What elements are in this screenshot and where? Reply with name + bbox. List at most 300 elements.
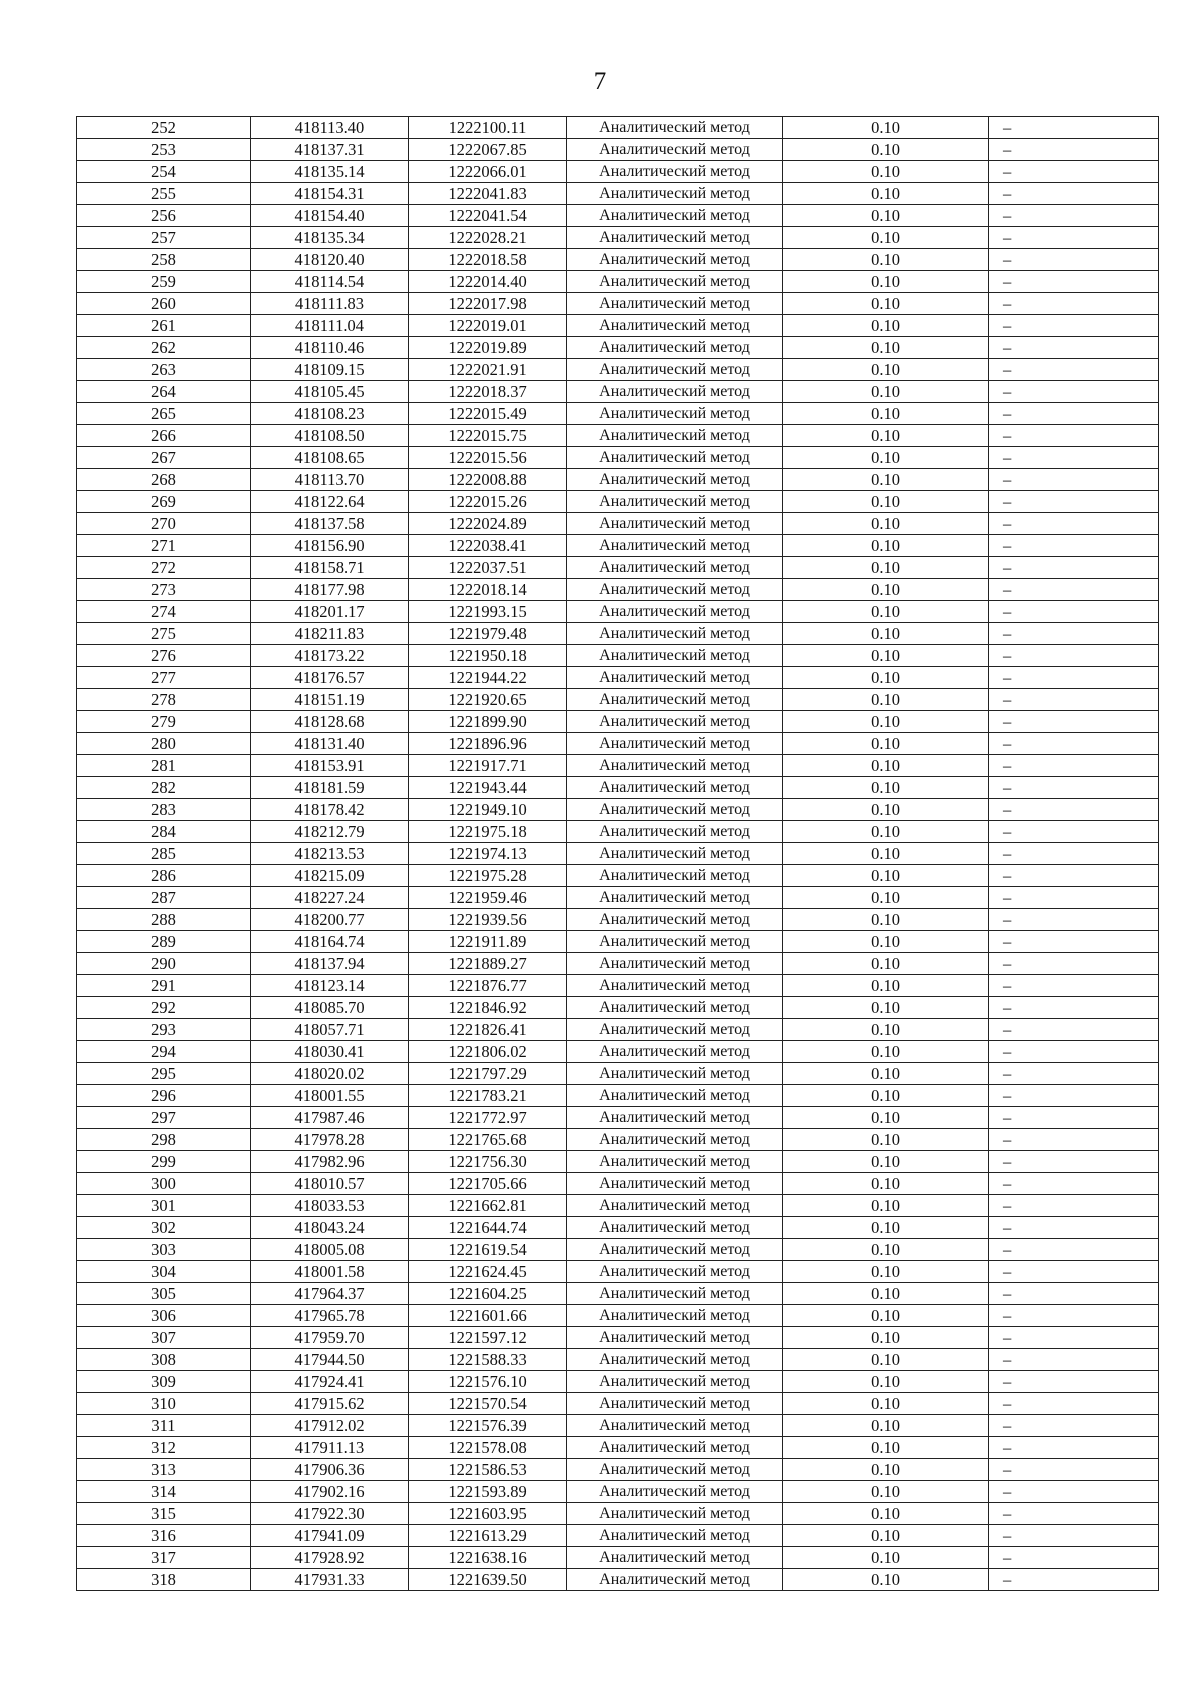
point-number-cell: 258	[77, 249, 251, 271]
x-coordinate-cell: 418113.70	[251, 469, 409, 491]
note-cell: –	[989, 183, 1159, 205]
point-number-cell: 274	[77, 601, 251, 623]
table-row	[77, 403, 1159, 425]
method-cell: Аналитический метод	[567, 601, 783, 623]
accuracy-cell: 0.10	[783, 997, 989, 1019]
method-cell: Аналитический метод	[567, 469, 783, 491]
accuracy-cell: 0.10	[783, 447, 989, 469]
accuracy-cell: 0.10	[783, 535, 989, 557]
method-cell: Аналитический метод	[567, 403, 783, 425]
y-coordinate-cell: 1221772.97	[409, 1107, 567, 1129]
accuracy-cell: 0.10	[783, 1129, 989, 1151]
y-coordinate-cell: 1222024.89	[409, 513, 567, 535]
method-cell: Аналитический метод	[567, 1327, 783, 1349]
table-row	[77, 469, 1159, 491]
y-coordinate-cell: 1222017.98	[409, 293, 567, 315]
x-coordinate-cell: 418200.77	[251, 909, 409, 931]
method-cell: Аналитический метод	[567, 1415, 783, 1437]
note-cell: –	[989, 843, 1159, 865]
point-number-cell: 297	[77, 1107, 251, 1129]
y-coordinate-cell: 1222015.49	[409, 403, 567, 425]
method-cell: Аналитический метод	[567, 909, 783, 931]
note-cell: –	[989, 161, 1159, 183]
note-cell: –	[989, 1173, 1159, 1195]
note-cell: –	[989, 579, 1159, 601]
table-row	[77, 381, 1159, 403]
y-coordinate-cell: 1221593.89	[409, 1481, 567, 1503]
table-row	[77, 1085, 1159, 1107]
point-number-cell: 318	[77, 1569, 251, 1591]
note-cell: –	[989, 887, 1159, 909]
y-coordinate-cell: 1221619.54	[409, 1239, 567, 1261]
note-cell: –	[989, 1393, 1159, 1415]
accuracy-cell: 0.10	[783, 425, 989, 447]
x-coordinate-cell: 418033.53	[251, 1195, 409, 1217]
table-row	[77, 315, 1159, 337]
table-row	[77, 1415, 1159, 1437]
point-number-cell: 300	[77, 1173, 251, 1195]
y-coordinate-cell: 1221578.08	[409, 1437, 567, 1459]
note-cell: –	[989, 1569, 1159, 1591]
x-coordinate-cell: 418156.90	[251, 535, 409, 557]
table-row	[77, 1129, 1159, 1151]
accuracy-cell: 0.10	[783, 1371, 989, 1393]
x-coordinate-cell: 418135.34	[251, 227, 409, 249]
x-coordinate-cell: 418114.54	[251, 271, 409, 293]
point-number-cell: 256	[77, 205, 251, 227]
note-cell: –	[989, 1129, 1159, 1151]
table-row	[77, 271, 1159, 293]
accuracy-cell: 0.10	[783, 777, 989, 799]
y-coordinate-cell: 1221644.74	[409, 1217, 567, 1239]
method-cell: Аналитический метод	[567, 579, 783, 601]
accuracy-cell: 0.10	[783, 623, 989, 645]
note-cell: –	[989, 645, 1159, 667]
point-number-cell: 268	[77, 469, 251, 491]
table-row	[77, 1327, 1159, 1349]
y-coordinate-cell: 1221993.15	[409, 601, 567, 623]
accuracy-cell: 0.10	[783, 557, 989, 579]
table-row	[77, 1503, 1159, 1525]
method-cell: Аналитический метод	[567, 997, 783, 1019]
note-cell: –	[989, 1261, 1159, 1283]
method-cell: Аналитический метод	[567, 1107, 783, 1129]
method-cell: Аналитический метод	[567, 1019, 783, 1041]
point-number-cell: 287	[77, 887, 251, 909]
method-cell: Аналитический метод	[567, 711, 783, 733]
y-coordinate-cell: 1221705.66	[409, 1173, 567, 1195]
method-cell: Аналитический метод	[567, 183, 783, 205]
table-row	[77, 557, 1159, 579]
x-coordinate-cell: 417941.09	[251, 1525, 409, 1547]
method-cell: Аналитический метод	[567, 777, 783, 799]
table-row	[77, 623, 1159, 645]
x-coordinate-cell: 417959.70	[251, 1327, 409, 1349]
y-coordinate-cell: 1222021.91	[409, 359, 567, 381]
table-row	[77, 1261, 1159, 1283]
table-row	[77, 821, 1159, 843]
accuracy-cell: 0.10	[783, 1041, 989, 1063]
note-cell: –	[989, 733, 1159, 755]
method-cell: Аналитический метод	[567, 1503, 783, 1525]
x-coordinate-cell: 417906.36	[251, 1459, 409, 1481]
method-cell: Аналитический метод	[567, 1525, 783, 1547]
table-row	[77, 1019, 1159, 1041]
point-number-cell: 295	[77, 1063, 251, 1085]
y-coordinate-cell: 1222015.26	[409, 491, 567, 513]
y-coordinate-cell: 1221899.90	[409, 711, 567, 733]
accuracy-cell: 0.10	[783, 381, 989, 403]
note-cell: –	[989, 513, 1159, 535]
accuracy-cell: 0.10	[783, 733, 989, 755]
note-cell: –	[989, 1217, 1159, 1239]
point-number-cell: 301	[77, 1195, 251, 1217]
accuracy-cell: 0.10	[783, 579, 989, 601]
note-cell: –	[989, 711, 1159, 733]
accuracy-cell: 0.10	[783, 469, 989, 491]
point-number-cell: 262	[77, 337, 251, 359]
table-row	[77, 909, 1159, 931]
note-cell: –	[989, 381, 1159, 403]
note-cell: –	[989, 953, 1159, 975]
x-coordinate-cell: 418108.23	[251, 403, 409, 425]
table-row	[77, 1195, 1159, 1217]
note-cell: –	[989, 447, 1159, 469]
accuracy-cell: 0.10	[783, 249, 989, 271]
point-number-cell: 280	[77, 733, 251, 755]
y-coordinate-cell: 1221624.45	[409, 1261, 567, 1283]
note-cell: –	[989, 249, 1159, 271]
point-number-cell: 308	[77, 1349, 251, 1371]
accuracy-cell: 0.10	[783, 1437, 989, 1459]
y-coordinate-cell: 1221979.48	[409, 623, 567, 645]
table-row	[77, 953, 1159, 975]
y-coordinate-cell: 1221570.54	[409, 1393, 567, 1415]
table-row	[77, 1371, 1159, 1393]
table-row	[77, 1569, 1159, 1591]
y-coordinate-cell: 1222100.11	[409, 117, 567, 139]
x-coordinate-cell: 418176.57	[251, 667, 409, 689]
note-cell: –	[989, 1063, 1159, 1085]
table-row	[77, 1173, 1159, 1195]
method-cell: Аналитический метод	[567, 843, 783, 865]
method-cell: Аналитический метод	[567, 161, 783, 183]
point-number-cell: 298	[77, 1129, 251, 1151]
table-row	[77, 1217, 1159, 1239]
accuracy-cell: 0.10	[783, 491, 989, 513]
point-number-cell: 315	[77, 1503, 251, 1525]
note-cell: –	[989, 931, 1159, 953]
table-row	[77, 1151, 1159, 1173]
method-cell: Аналитический метод	[567, 1239, 783, 1261]
method-cell: Аналитический метод	[567, 1195, 783, 1217]
table-row	[77, 887, 1159, 909]
table-row	[77, 975, 1159, 997]
y-coordinate-cell: 1222066.01	[409, 161, 567, 183]
y-coordinate-cell: 1221797.29	[409, 1063, 567, 1085]
table-row	[77, 1305, 1159, 1327]
note-cell: –	[989, 425, 1159, 447]
y-coordinate-cell: 1221588.33	[409, 1349, 567, 1371]
point-number-cell: 255	[77, 183, 251, 205]
table-row	[77, 667, 1159, 689]
point-number-cell: 311	[77, 1415, 251, 1437]
y-coordinate-cell: 1221920.65	[409, 689, 567, 711]
note-cell: –	[989, 1481, 1159, 1503]
x-coordinate-cell: 418043.24	[251, 1217, 409, 1239]
x-coordinate-cell: 418111.04	[251, 315, 409, 337]
x-coordinate-cell: 418131.40	[251, 733, 409, 755]
accuracy-cell: 0.10	[783, 183, 989, 205]
method-cell: Аналитический метод	[567, 491, 783, 513]
y-coordinate-cell: 1221896.96	[409, 733, 567, 755]
method-cell: Аналитический метод	[567, 249, 783, 271]
table-row	[77, 755, 1159, 777]
accuracy-cell: 0.10	[783, 1239, 989, 1261]
point-number-cell: 277	[77, 667, 251, 689]
accuracy-cell: 0.10	[783, 1459, 989, 1481]
x-coordinate-cell: 418151.19	[251, 689, 409, 711]
x-coordinate-cell: 418227.24	[251, 887, 409, 909]
table-row	[77, 1437, 1159, 1459]
method-cell: Аналитический метод	[567, 931, 783, 953]
accuracy-cell: 0.10	[783, 843, 989, 865]
x-coordinate-cell: 418108.50	[251, 425, 409, 447]
accuracy-cell: 0.10	[783, 953, 989, 975]
y-coordinate-cell: 1221943.44	[409, 777, 567, 799]
y-coordinate-cell: 1222028.21	[409, 227, 567, 249]
note-cell: –	[989, 755, 1159, 777]
table-row	[77, 161, 1159, 183]
note-cell: –	[989, 557, 1159, 579]
method-cell: Аналитический метод	[567, 271, 783, 293]
table-row	[77, 359, 1159, 381]
x-coordinate-cell: 417978.28	[251, 1129, 409, 1151]
accuracy-cell: 0.10	[783, 271, 989, 293]
method-cell: Аналитический метод	[567, 667, 783, 689]
y-coordinate-cell: 1222019.89	[409, 337, 567, 359]
table-row	[77, 1393, 1159, 1415]
method-cell: Аналитический метод	[567, 1261, 783, 1283]
note-cell: –	[989, 865, 1159, 887]
x-coordinate-cell: 417928.92	[251, 1547, 409, 1569]
y-coordinate-cell: 1222008.88	[409, 469, 567, 491]
y-coordinate-cell: 1221783.21	[409, 1085, 567, 1107]
point-number-cell: 283	[77, 799, 251, 821]
point-number-cell: 265	[77, 403, 251, 425]
y-coordinate-cell: 1221765.68	[409, 1129, 567, 1151]
y-coordinate-cell: 1221806.02	[409, 1041, 567, 1063]
note-cell: –	[989, 997, 1159, 1019]
table-row	[77, 777, 1159, 799]
y-coordinate-cell: 1221603.95	[409, 1503, 567, 1525]
method-cell: Аналитический метод	[567, 821, 783, 843]
method-cell: Аналитический метод	[567, 953, 783, 975]
y-coordinate-cell: 1222041.54	[409, 205, 567, 227]
accuracy-cell: 0.10	[783, 1151, 989, 1173]
note-cell: –	[989, 623, 1159, 645]
x-coordinate-cell: 418212.79	[251, 821, 409, 843]
note-cell: –	[989, 337, 1159, 359]
method-cell: Аналитический метод	[567, 1129, 783, 1151]
point-number-cell: 275	[77, 623, 251, 645]
table-row	[77, 1481, 1159, 1503]
point-number-cell: 294	[77, 1041, 251, 1063]
method-cell: Аналитический метод	[567, 205, 783, 227]
note-cell: –	[989, 821, 1159, 843]
accuracy-cell: 0.10	[783, 1393, 989, 1415]
accuracy-cell: 0.10	[783, 645, 989, 667]
table-row	[77, 1239, 1159, 1261]
point-number-cell: 307	[77, 1327, 251, 1349]
x-coordinate-cell: 417982.96	[251, 1151, 409, 1173]
x-coordinate-cell: 418111.83	[251, 293, 409, 315]
y-coordinate-cell: 1221944.22	[409, 667, 567, 689]
point-number-cell: 267	[77, 447, 251, 469]
method-cell: Аналитический метод	[567, 1547, 783, 1569]
note-cell: –	[989, 1305, 1159, 1327]
method-cell: Аналитический метод	[567, 1437, 783, 1459]
x-coordinate-cell: 418137.94	[251, 953, 409, 975]
method-cell: Аналитический метод	[567, 1085, 783, 1107]
point-number-cell: 296	[77, 1085, 251, 1107]
y-coordinate-cell: 1222041.83	[409, 183, 567, 205]
note-cell: –	[989, 667, 1159, 689]
x-coordinate-cell: 417965.78	[251, 1305, 409, 1327]
method-cell: Аналитический метод	[567, 1041, 783, 1063]
method-cell: Аналитический метод	[567, 1569, 783, 1591]
note-cell: –	[989, 271, 1159, 293]
y-coordinate-cell: 1221949.10	[409, 799, 567, 821]
point-number-cell: 290	[77, 953, 251, 975]
point-number-cell: 273	[77, 579, 251, 601]
note-cell: –	[989, 1107, 1159, 1129]
table-row	[77, 733, 1159, 755]
method-cell: Аналитический метод	[567, 623, 783, 645]
accuracy-cell: 0.10	[783, 887, 989, 909]
note-cell: –	[989, 359, 1159, 381]
accuracy-cell: 0.10	[783, 359, 989, 381]
point-number-cell: 314	[77, 1481, 251, 1503]
point-number-cell: 253	[77, 139, 251, 161]
table-row	[77, 1525, 1159, 1547]
method-cell: Аналитический метод	[567, 865, 783, 887]
y-coordinate-cell: 1221826.41	[409, 1019, 567, 1041]
y-coordinate-cell: 1221876.77	[409, 975, 567, 997]
point-number-cell: 266	[77, 425, 251, 447]
table-row	[77, 227, 1159, 249]
x-coordinate-cell: 418137.31	[251, 139, 409, 161]
x-coordinate-cell: 418020.02	[251, 1063, 409, 1085]
table-row	[77, 535, 1159, 557]
accuracy-cell: 0.10	[783, 315, 989, 337]
point-number-cell: 282	[77, 777, 251, 799]
x-coordinate-cell: 418105.45	[251, 381, 409, 403]
x-coordinate-cell: 418181.59	[251, 777, 409, 799]
y-coordinate-cell: 1221576.39	[409, 1415, 567, 1437]
x-coordinate-cell: 418158.71	[251, 557, 409, 579]
method-cell: Аналитический метод	[567, 1371, 783, 1393]
note-cell: –	[989, 975, 1159, 997]
method-cell: Аналитический метод	[567, 139, 783, 161]
y-coordinate-cell: 1222015.75	[409, 425, 567, 447]
x-coordinate-cell: 418153.91	[251, 755, 409, 777]
note-cell: –	[989, 293, 1159, 315]
method-cell: Аналитический метод	[567, 1349, 783, 1371]
table-row	[77, 1063, 1159, 1085]
table-row	[77, 293, 1159, 315]
y-coordinate-cell: 1222019.01	[409, 315, 567, 337]
x-coordinate-cell: 418215.09	[251, 865, 409, 887]
y-coordinate-cell: 1221586.53	[409, 1459, 567, 1481]
x-coordinate-cell: 418137.58	[251, 513, 409, 535]
x-coordinate-cell: 418113.40	[251, 117, 409, 139]
method-cell: Аналитический метод	[567, 799, 783, 821]
accuracy-cell: 0.10	[783, 513, 989, 535]
x-coordinate-cell: 418108.65	[251, 447, 409, 469]
method-cell: Аналитический метод	[567, 1151, 783, 1173]
note-cell: –	[989, 1151, 1159, 1173]
note-cell: –	[989, 1371, 1159, 1393]
point-number-cell: 284	[77, 821, 251, 843]
accuracy-cell: 0.10	[783, 1569, 989, 1591]
x-coordinate-cell: 417924.41	[251, 1371, 409, 1393]
y-coordinate-cell: 1221846.92	[409, 997, 567, 1019]
point-number-cell: 252	[77, 117, 251, 139]
x-coordinate-cell: 418057.71	[251, 1019, 409, 1041]
x-coordinate-cell: 418154.31	[251, 183, 409, 205]
accuracy-cell: 0.10	[783, 821, 989, 843]
x-coordinate-cell: 418211.83	[251, 623, 409, 645]
y-coordinate-cell: 1222018.58	[409, 249, 567, 271]
accuracy-cell: 0.10	[783, 1173, 989, 1195]
point-number-cell: 292	[77, 997, 251, 1019]
method-cell: Аналитический метод	[567, 227, 783, 249]
point-number-cell: 299	[77, 1151, 251, 1173]
y-coordinate-cell: 1222037.51	[409, 557, 567, 579]
table-row	[77, 513, 1159, 535]
point-number-cell: 293	[77, 1019, 251, 1041]
note-cell: –	[989, 799, 1159, 821]
x-coordinate-cell: 418010.57	[251, 1173, 409, 1195]
note-cell: –	[989, 139, 1159, 161]
point-number-cell: 264	[77, 381, 251, 403]
x-coordinate-cell: 417915.62	[251, 1393, 409, 1415]
method-cell: Аналитический метод	[567, 887, 783, 909]
accuracy-cell: 0.10	[783, 1195, 989, 1217]
x-coordinate-cell: 418085.70	[251, 997, 409, 1019]
accuracy-cell: 0.10	[783, 1305, 989, 1327]
y-coordinate-cell: 1221756.30	[409, 1151, 567, 1173]
table-row	[77, 1041, 1159, 1063]
table-row	[77, 249, 1159, 271]
note-cell: –	[989, 1327, 1159, 1349]
accuracy-cell: 0.10	[783, 1547, 989, 1569]
point-number-cell: 285	[77, 843, 251, 865]
table-row	[77, 337, 1159, 359]
point-number-cell: 261	[77, 315, 251, 337]
note-cell: –	[989, 315, 1159, 337]
point-number-cell: 278	[77, 689, 251, 711]
note-cell: –	[989, 1525, 1159, 1547]
method-cell: Аналитический метод	[567, 535, 783, 557]
method-cell: Аналитический метод	[567, 755, 783, 777]
note-cell: –	[989, 1085, 1159, 1107]
point-number-cell: 286	[77, 865, 251, 887]
point-number-cell: 316	[77, 1525, 251, 1547]
accuracy-cell: 0.10	[783, 1327, 989, 1349]
note-cell: –	[989, 1283, 1159, 1305]
